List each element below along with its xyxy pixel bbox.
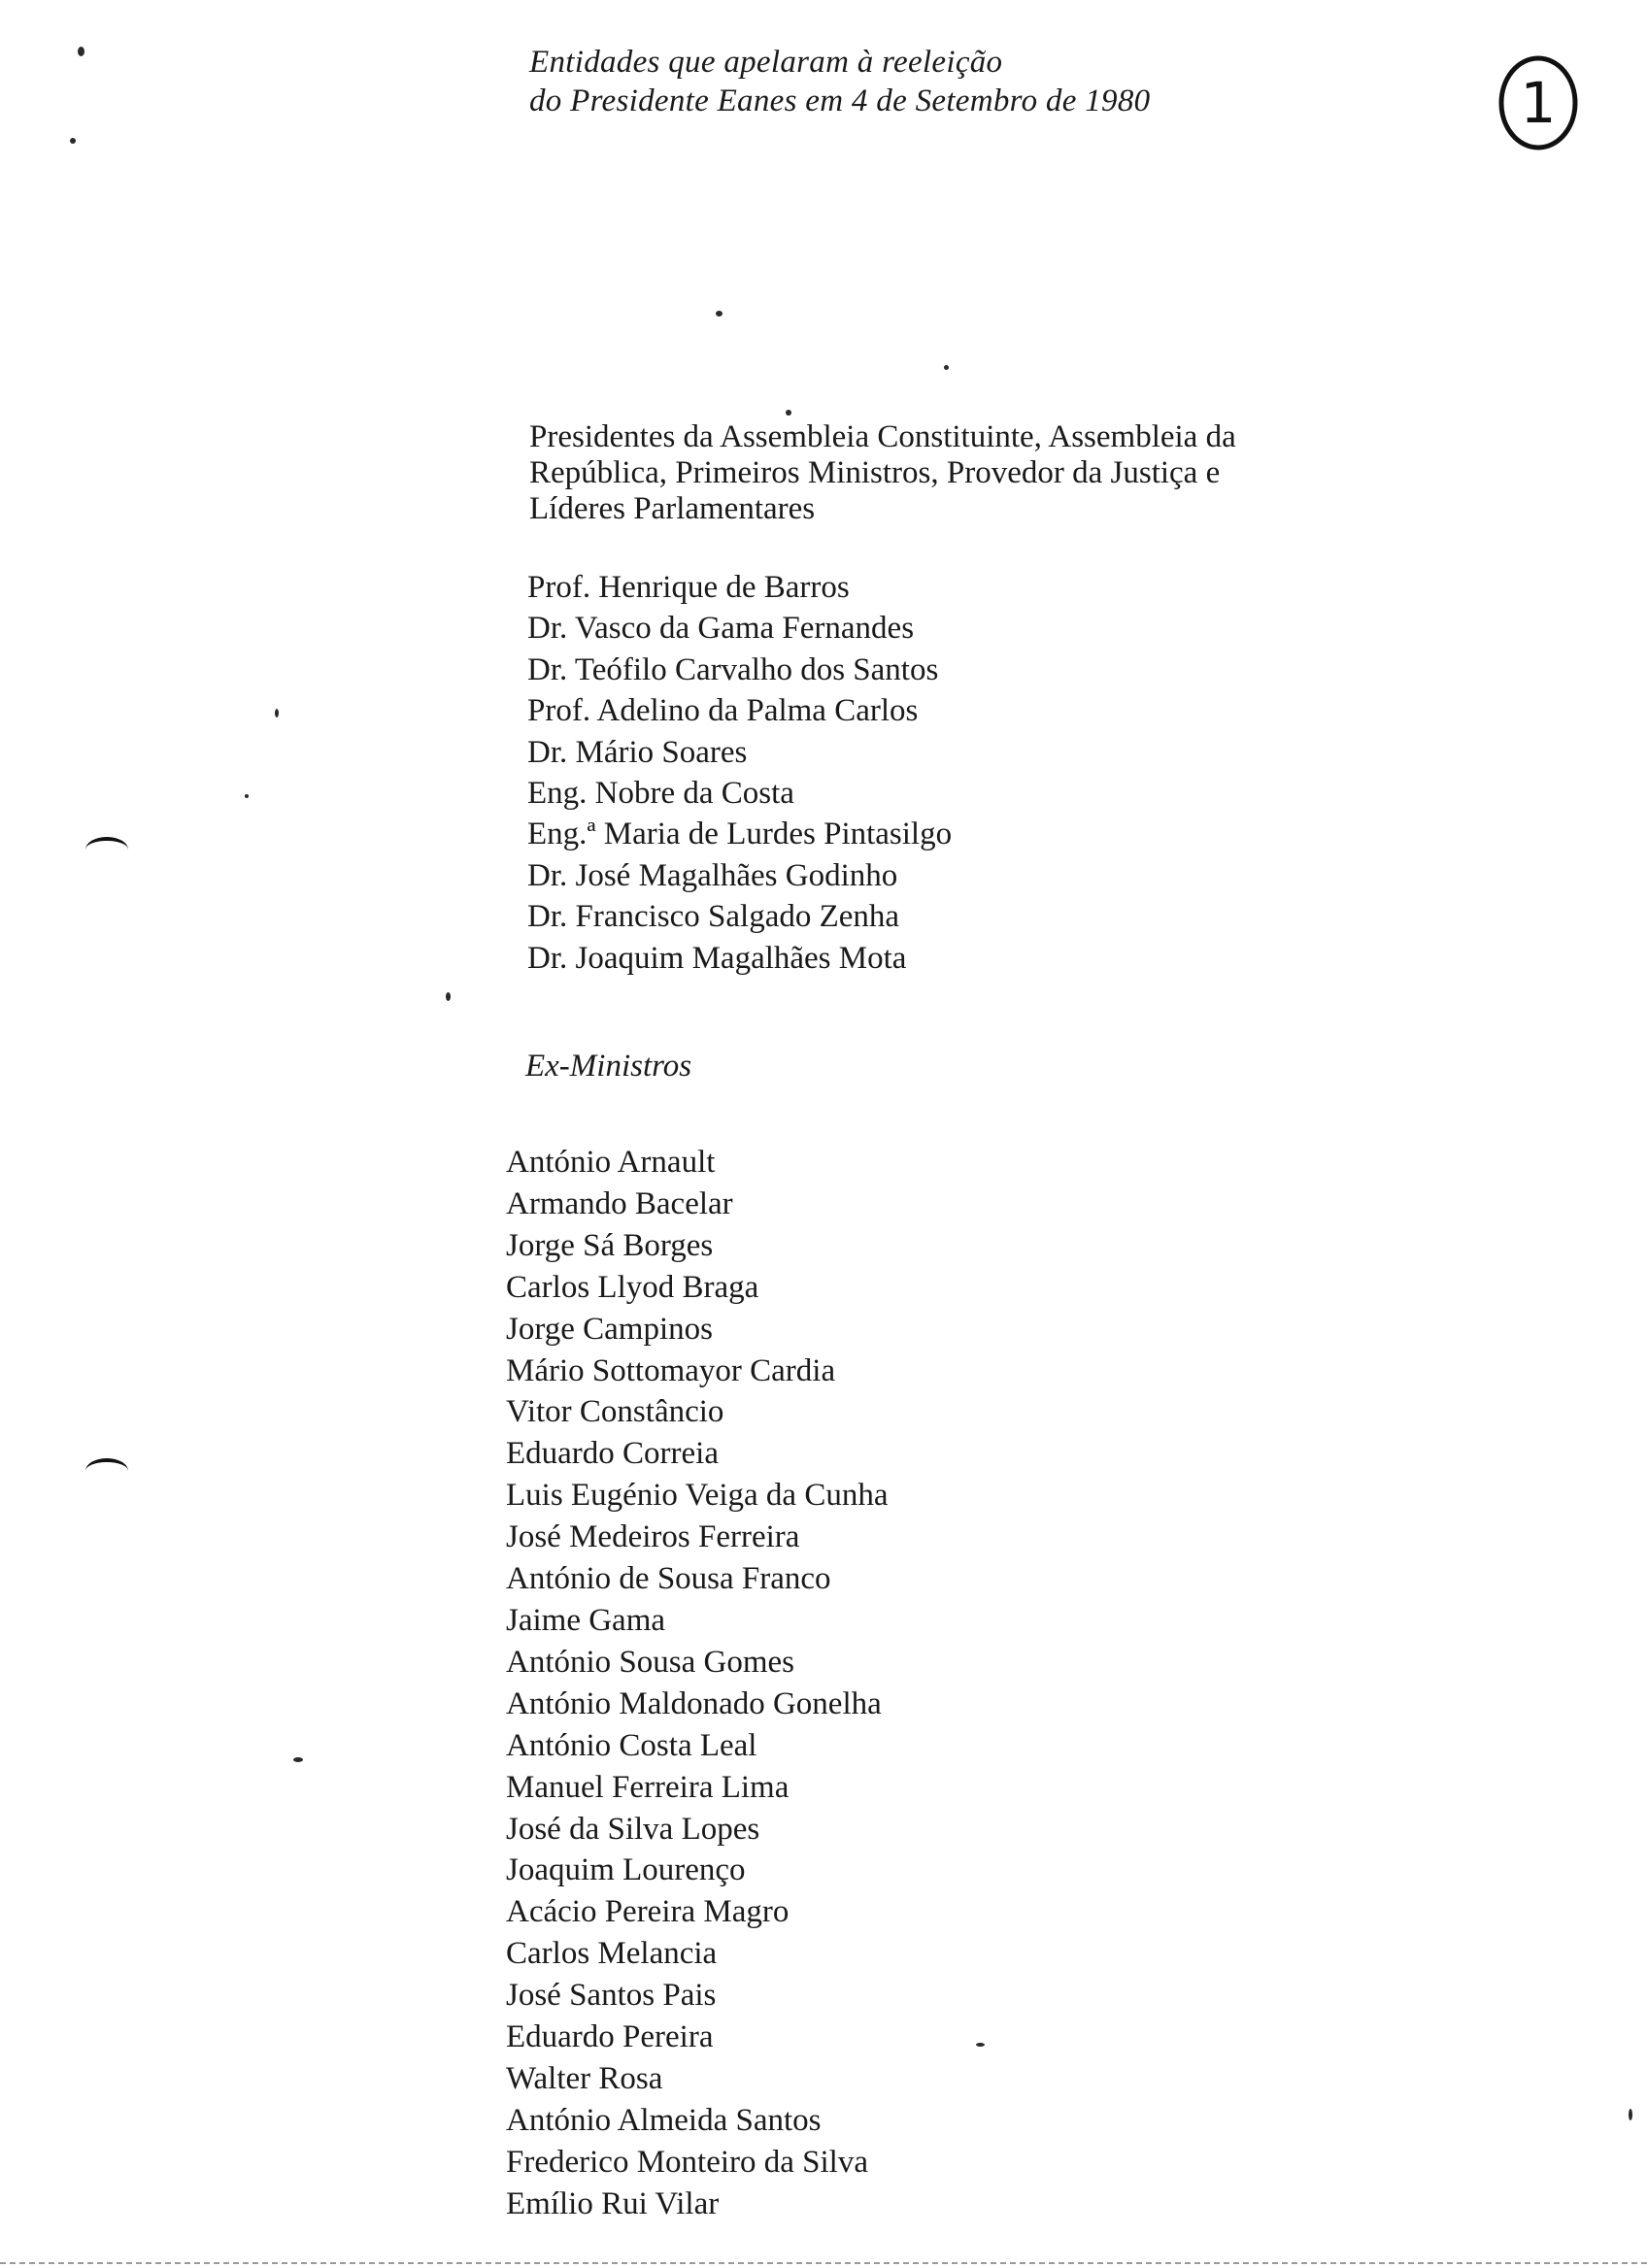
- list-item: Dr. Francisco Salgado Zenha: [527, 899, 900, 935]
- list-item: Eduardo Correia: [506, 1436, 719, 1472]
- page-number-mark: [1494, 49, 1583, 155]
- list-item: Mário Sottomayor Cardia: [506, 1352, 836, 1388]
- list-item: António Sousa Gomes: [506, 1644, 794, 1680]
- scan-artifact: [293, 1757, 303, 1762]
- scan-artifact: [70, 138, 76, 144]
- presidents-list: [527, 567, 952, 979]
- scan-artifact: [786, 410, 791, 416]
- list-item: Armando Bacelar: [506, 1185, 733, 1221]
- scan-artifact: [446, 992, 451, 1001]
- list-item: Carlos Llyod Braga: [506, 1269, 759, 1305]
- list-item: Joaquim Lourenço: [506, 1852, 746, 1888]
- list-item: Manuel Ferreira Lima: [506, 1769, 790, 1805]
- list-item: Dr. Mário Soares: [527, 734, 748, 770]
- list-item: António Costa Leal: [506, 1727, 757, 1763]
- list-item: Prof. Henrique de Barros: [527, 570, 850, 605]
- list-item: José Medeiros Ferreira: [506, 1519, 800, 1555]
- scan-artifact: [85, 837, 128, 862]
- intro-line-2: República, Primeiros Ministros, Provedor da Justiça e: [529, 455, 1221, 490]
- page-number-text: 1: [1520, 70, 1557, 136]
- ex-ministers-list: [506, 1142, 889, 2225]
- intro-line-3: Líderes Parlamentares: [529, 491, 816, 526]
- scan-artifact: [78, 47, 84, 56]
- list-item: António Arnault: [506, 1145, 716, 1180]
- heading-line-2: do Presidente Eanes em 4 de Setembro de 1980: [529, 83, 1151, 118]
- list-item: Walter Rosa: [506, 2060, 663, 2096]
- list-item: Jorge Campinos: [506, 1311, 713, 1347]
- presidents-section-intro: [529, 419, 1236, 527]
- list-item: Carlos Melancia: [506, 1936, 718, 1972]
- list-item: Dr. José Magalhães Godinho: [527, 857, 898, 893]
- list-item: Dr. Joaquim Magalhães Mota: [527, 940, 907, 976]
- heading-line-1: Entidades que apelaram à reeleição: [529, 45, 1003, 80]
- scan-artifact: [245, 794, 249, 798]
- list-item: Frederico Monteiro da Silva: [506, 2144, 868, 2180]
- document-heading: [529, 43, 1150, 120]
- list-item: Eng. Nobre da Costa: [527, 776, 794, 812]
- list-item: Emílio Rui Vilar: [506, 2185, 720, 2221]
- scan-edge-line: [0, 2262, 1647, 2264]
- list-item: Jorge Sá Borges: [506, 1227, 714, 1263]
- scan-artifact: [716, 311, 723, 317]
- list-item: Eduardo Pereira: [506, 2019, 714, 2055]
- list-item: António Maldonado Gonelha: [506, 1685, 882, 1721]
- list-item: Acácio Pereira Magro: [506, 1894, 790, 1930]
- list-item: Prof. Adelino da Palma Carlos: [527, 693, 919, 729]
- scan-artifact: [976, 2043, 985, 2047]
- scan-artifact: [85, 1458, 128, 1484]
- list-item: José da Silva Lopes: [506, 1811, 760, 1847]
- ex-ministers-title: Ex-Ministros: [525, 1049, 692, 1084]
- intro-line-1: Presidentes da Assembleia Constituinte, Assembleia da: [529, 419, 1236, 454]
- scan-artifact: [275, 709, 279, 717]
- list-item: Dr. Vasco da Gama Fernandes: [527, 611, 915, 647]
- scan-artifact: [1629, 2109, 1632, 2120]
- scan-artifact: [944, 365, 949, 370]
- list-item: Eng.ª Maria de Lurdes Pintasilgo: [527, 817, 953, 852]
- list-item: José Santos Pais: [506, 1978, 717, 2014]
- list-item: Vitor Constâncio: [506, 1394, 724, 1430]
- list-item: António de Sousa Franco: [506, 1561, 831, 1597]
- list-item: António Almeida Santos: [506, 2102, 822, 2138]
- list-item: Luis Eugénio Veiga da Cunha: [506, 1478, 889, 1514]
- list-item: Dr. Teófilo Carvalho dos Santos: [527, 651, 939, 687]
- list-item: Jaime Gama: [506, 1602, 666, 1638]
